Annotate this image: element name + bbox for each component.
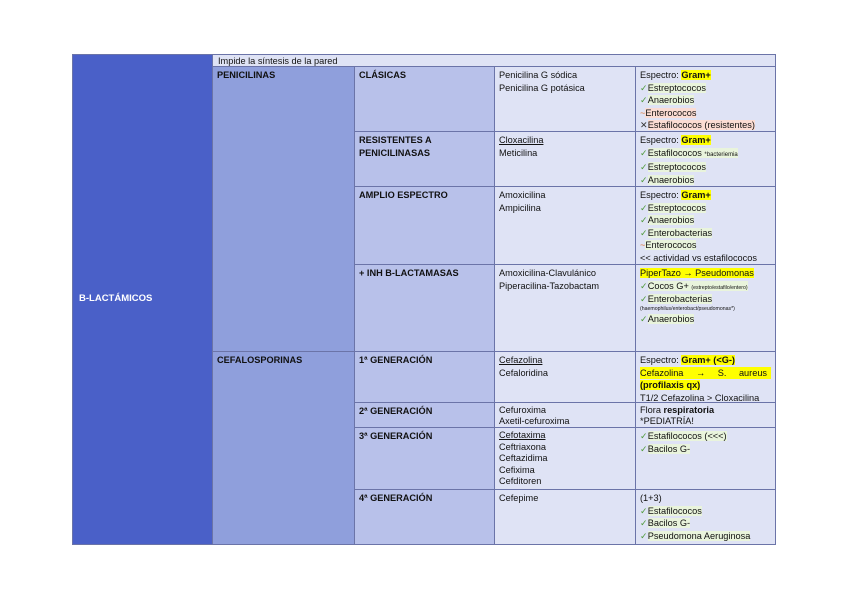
mechanism-text: Impide la síntesis de la pared [218,56,338,66]
drug: Ceftriaxona [499,441,546,452]
sub-clasicas-label: CLÁSICAS [359,70,406,80]
check-icon: ✓ [640,530,648,541]
drug: Penicilina G sódica [499,70,578,80]
notes-clasicas [635,66,776,132]
note-item: ~Enterococos [640,107,697,118]
note-item: ✓Bacilos G- [640,518,691,529]
tilde-icon: ~ [640,107,646,118]
drug: Axetil-cefuroxima [499,416,570,426]
note-item: ✓Pseudomona Aeruginosa [640,530,751,541]
cross-icon: ✕ [640,120,648,131]
notes-inh [635,264,776,352]
drugs-inh [494,264,636,352]
note-item: << actividad vs estafilococos [640,252,757,263]
drug: Penicilina G potásica [499,82,585,93]
note-item: ✓Estreptococos [640,202,706,213]
check-icon: ✓ [640,174,648,185]
notes-gen3 [635,427,776,490]
group-cefalosporinas-label: CEFALOSPORINAS [217,355,303,365]
check-icon: ✓ [640,227,648,238]
check-icon: ✓ [640,162,648,173]
sub-gen3-label: 3ª GENERACIÓN [359,431,433,441]
check-icon: ✓ [640,147,648,158]
notes-gen1 [635,351,776,403]
check-icon: ✓ [640,294,648,305]
check-icon: ✓ [640,202,648,213]
profilaxis-line: (profilaxis qx) [640,380,701,391]
drugs-amplio [494,186,636,265]
drug: Ampicilina [499,202,541,213]
spectrum-line: Espectro: Gram+ [640,70,711,80]
notes-resistentes [635,131,776,187]
check-icon: ✓ [640,505,648,516]
note-item: ✓Estafilococos [640,505,702,516]
sub-gen3 [354,427,495,490]
sub-amplio-label: AMPLIO ESPECTRO [359,190,448,200]
drug: Cefepime [499,493,539,503]
drug: Cefaloridina [499,367,549,378]
family-label: B-LACTÁMICOS [79,293,153,304]
note-item: ✓Estafilococos (<<<) [640,431,727,441]
spectrum-line: Espectro: Gram+ (<G-) [640,355,735,365]
sub-amplio [354,186,495,265]
note-item: ✕Estafilococos (resistentes) [640,120,755,131]
drug: Amoxicilina [499,190,546,200]
note-item: ✓Estafilococos *bacteriemia [640,147,738,158]
sub-resistentes [354,131,495,187]
group-cefalosporinas [212,351,355,545]
cefazolina-line: Cefazolina → S. aureus [640,367,771,380]
notes-amplio [635,186,776,265]
t12-line: T1/2 Cefazolina > Cloxacilina [640,392,760,403]
drug: Cefixima [499,464,535,475]
drug: Meticilina [499,147,538,158]
check-icon: ✓ [640,431,648,441]
drug: Cefazolina [499,355,543,365]
drugs-clasicas [494,66,636,132]
sub-gen2-label: 2ª GENERACIÓN [359,406,433,416]
note-item: ✓Enterobacterias [640,227,713,238]
combo-line: (1+3) [640,493,662,503]
note-item: ✓Bacilos G- [640,443,691,454]
note-item: ✓Anaerobios [640,215,695,226]
note-item: ✓Cocos G+ (estrepto/estafilo/entero) [640,280,748,291]
group-penicilinas-label: PENICILINAS [217,70,276,80]
flora-line: Flora respiratoria [640,405,715,415]
drug: Piperacilina-Tazobactam [499,280,600,291]
sub-gen1-label: 1ª GENERACIÓN [359,355,433,365]
check-icon: ✓ [640,518,648,529]
check-icon: ✓ [640,215,648,226]
note-item: ✓Anaerobios [640,174,695,185]
note-item: ✓Enterobacterias [640,294,713,305]
note-item: ✓Anaerobios [640,314,695,325]
sub-gen4-label: 4ª GENERACIÓN [359,493,433,503]
drug: Cloxacilina [499,135,544,145]
group-penicilinas [212,66,355,352]
sub-clasicas [354,66,495,132]
drugs-gen2 [494,402,636,428]
sub-resistentes-label: RESISTENTES A PENICILINASAS [359,135,432,158]
drug: Cefuroxima [499,405,546,415]
drugs-gen3 [494,427,636,490]
pediatria-line: *PEDIATRÍA! [640,416,694,426]
drug: Amoxicilina-Clavulánico [499,268,597,278]
note-subtext: (haemophilus/enterobact/pseudomonas*) [640,306,735,313]
sub-gen1 [354,351,495,403]
spectrum-line: Espectro: Gram+ [640,135,711,145]
pipertazo-line: PiperTazo → Pseudomonas [640,268,754,278]
drugs-resistentes [494,131,636,187]
check-icon: ✓ [640,443,648,454]
drug: Ceftazidima [499,453,548,464]
notes-gen4 [635,489,776,545]
sub-inh [354,264,495,352]
family-cell [72,54,213,545]
drugs-gen4 [494,489,636,545]
sub-inh-label: + INH B-LACTAMASAS [359,268,459,278]
tilde-icon: ~ [640,240,646,251]
note-item: ~Enterococos [640,240,697,251]
drugs-gen1 [494,351,636,403]
note-item: ✓Anaerobios [640,95,695,106]
drug: Cefotaxima [499,430,546,440]
check-icon: ✓ [640,314,648,325]
sub-gen2 [354,402,495,428]
check-icon: ✓ [640,95,648,106]
sub-gen4 [354,489,495,545]
note-item: ✓Estreptococos [640,82,706,93]
spectrum-line: Espectro: Gram+ [640,190,711,200]
note-item: ✓Estreptococos [640,162,706,173]
notes-gen2 [635,402,776,428]
check-icon: ✓ [640,280,648,291]
drug: Cefditoren [499,476,542,487]
check-icon: ✓ [640,82,648,93]
